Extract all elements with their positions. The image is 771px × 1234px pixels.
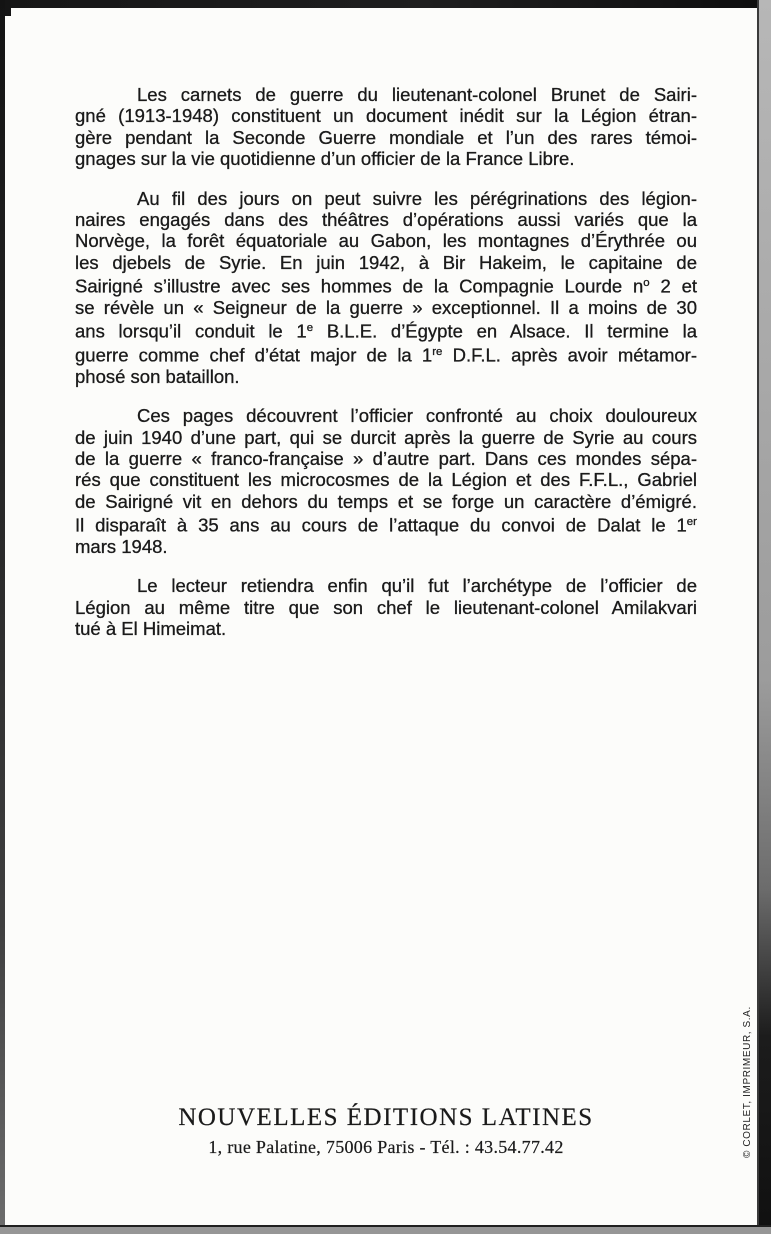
text-line: Au fil des jours on peut suivre les pérégrinations des légion-: [137, 187, 697, 209]
scan-edge-top: [0, 0, 771, 8]
text-line: gère pendant la Seconde Guerre mondiale et l’un des rares témoi-: [75, 126, 697, 148]
text-line: rés que constituent les microcosmes de la Légion et des F.F.L., Gabriel: [75, 469, 697, 491]
text-line: naires engagés dans des théâtres d’opérations aussi variés que la: [75, 209, 697, 231]
text-line: gné (1913-1948) constituent un document inédit sur la Légion étran-: [75, 105, 697, 127]
text-line: Il disparaît à 35 ans au cours de l’attaque du convoi de Dalat le 1er: [75, 514, 697, 536]
scan-edge-left: [0, 0, 5, 1234]
text-line: guerre comme chef d’état major de la 1re D.F.L. après avoir métamor-: [75, 344, 698, 366]
text-line: gnages sur la vie quotidienne d’un officier de la France Libre.: [75, 148, 575, 170]
text-line: de Sairigné vit en dehors du temps et se forge un caractère d’émigré.: [75, 490, 697, 512]
text-line: Les carnets de guerre du lieutenant-colonel Brunet de Sairi-: [137, 84, 697, 105]
text-line: Sairigné s’illustre avec ses hommes de la Compagnie Lourde $n^o$ 2 et: [75, 275, 697, 297]
text-line: tué à El Himeimat.: [75, 618, 227, 640]
text-line: de juin 1940 d’une part, qui se durcit après la guerre de Syrie au cours: [75, 426, 697, 448]
publisher-block: [75, 1104, 697, 1158]
text-line: Norvège, la forêt équatoriale au Gabon, les montagnes d’Érythrée ou: [75, 230, 697, 252]
text-line: mars 1948.: [75, 535, 168, 557]
text-line: phosé son bataillon.: [75, 365, 240, 387]
text-line: Le lecteur retiendra enfin qu’il fut l’archétype de l’officier de: [137, 575, 697, 597]
text-line: se révèle un « Seigneur de la guerre » exceptionnel. Il a moins de 30: [75, 296, 697, 318]
text-line: ans lorsqu’il conduit le 1e B.L.E. d’Égypte en Alsace. Il termine la: [75, 320, 697, 342]
text-line: les djebels de Syrie. En juin 1942, à Bir Hakeim, le capitaine de: [75, 251, 697, 273]
scan-edge-right: [757, 0, 771, 1234]
paragraph: [75, 405, 697, 557]
publisher-name: NOUVELLES ÉDITIONS LATINES: [178, 1104, 594, 1131]
text-line: Ces pages découvrent l’officier confronté au choix douloureux: [137, 405, 697, 427]
printer-credit: © CORLET, IMPRIMEUR, S.A.: [742, 1006, 753, 1158]
text-line: Légion au même titre que son chef le lieutenant-colonel Amilakvari: [75, 596, 697, 618]
publisher-address: 1, rue Palatine, 75006 Paris - Tél. : 43.54.77.42: [208, 1137, 564, 1157]
paragraph: [75, 575, 697, 639]
paragraph: [75, 84, 697, 170]
body-text: [75, 84, 697, 658]
text-line: de la guerre « franco-française » d’autre part. Dans ces mondes sépa-: [75, 447, 697, 469]
paragraph: [75, 188, 697, 388]
scan-edge-bottom: [0, 1225, 771, 1234]
